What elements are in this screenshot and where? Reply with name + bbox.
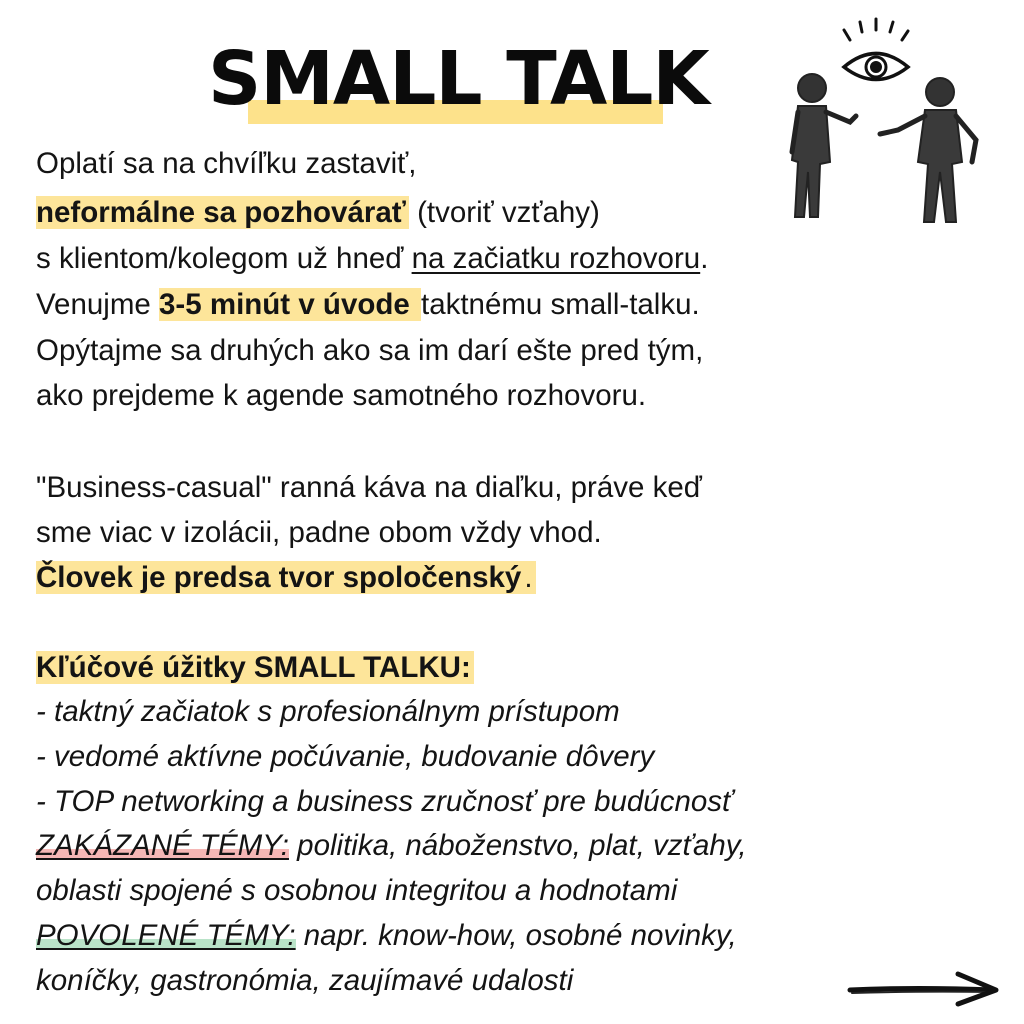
forbidden-topics-cont: oblasti spojené s osobnou integritou a hodnotami bbox=[36, 874, 678, 907]
benefits-heading: Kľúčové úžitky SMALL TALKU: bbox=[36, 648, 474, 688]
underlined-phrase: na začiatku rozhovoru bbox=[411, 242, 701, 275]
casual-line-1: "Business-casual" ranná káva na diaľku, práve keď bbox=[36, 471, 702, 504]
benefit-item: - TOP networking a business zručnosť pre budúcnosť bbox=[36, 785, 733, 818]
allowed-label: POVOLENÉ TÉMY: bbox=[36, 919, 296, 952]
benefit-item: - vedomé aktívne počúvanie, budovanie dôvery bbox=[36, 740, 655, 773]
intro-line-5: Opýtajme sa druhých ako sa im darí ešte pred tým, bbox=[36, 334, 704, 367]
title-block bbox=[208, 36, 728, 132]
eye-icon bbox=[844, 19, 908, 80]
intro-line-6: ako prejdeme k agende samotného rozhovoru. bbox=[36, 379, 647, 412]
intro-line-2: neformálne sa pozhovárať (tvoriť vzťahy) bbox=[36, 196, 600, 229]
casual-line-2: sme viac v izolácii, padne obom vždy vhod. bbox=[36, 516, 602, 549]
person-right bbox=[880, 78, 976, 222]
benefit-item: - taktný začiatok s profesionálnym prístupom bbox=[36, 695, 620, 728]
person-left bbox=[792, 74, 856, 217]
forbidden-topics: ZAKÁZANÉ TÉMY: politika, náboženstvo, plat, vzťahy, bbox=[36, 829, 747, 862]
highlight-neformalne: neformálne sa pozhovárať bbox=[36, 196, 409, 229]
casual-line-3: Človek je predsa tvor spoločenský . bbox=[36, 558, 536, 598]
page-title: SMALL TALK bbox=[208, 36, 709, 122]
intro-line-3: s klientom/kolegom už hneď na začiatku rozhovoru. bbox=[36, 242, 709, 275]
allowed-topics-cont: koníčky, gastronómia, zaujímavé udalosti bbox=[36, 964, 574, 997]
forbidden-label: ZAKÁZANÉ TÉMY: bbox=[36, 829, 289, 862]
highlight-clovek: Človek je predsa tvor spoločenský bbox=[36, 561, 524, 594]
intro-line-4: Venujme 3-5 minút v úvode taktnému small-talku. bbox=[36, 288, 700, 321]
people-talking-illustration bbox=[780, 12, 1000, 227]
arrow-right-icon[interactable] bbox=[846, 968, 1004, 1008]
allowed-topics: POVOLENÉ TÉMY: napr. know-how, osobné novinky, bbox=[36, 919, 737, 952]
highlight-minutes: 3-5 minút v úvode bbox=[159, 288, 421, 321]
intro-line-1: Oplatí sa na chvíľku zastaviť, bbox=[36, 147, 417, 180]
